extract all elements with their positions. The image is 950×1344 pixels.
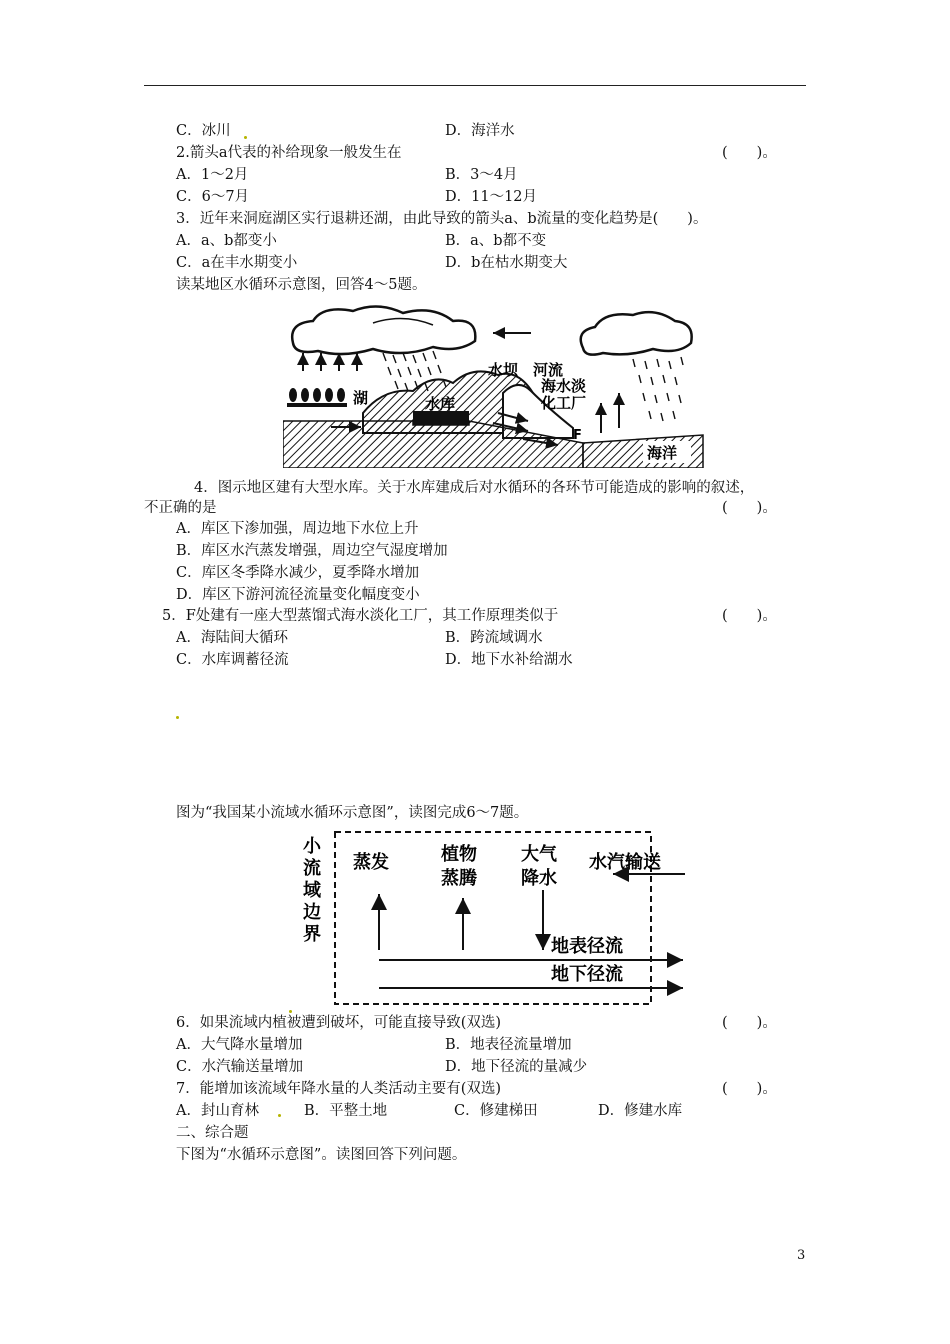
q4-option-d: D．库区下游河流径流量变化幅度变小: [176, 587, 420, 603]
stray-mark: [176, 716, 179, 719]
label-river: 河流: [533, 361, 564, 379]
label-vapor: 水汽输送: [589, 852, 661, 873]
label-lake: 湖: [353, 389, 369, 407]
label-underground-runoff: 地下径流: [551, 964, 623, 985]
q2-answer-paren: ( )。: [722, 145, 777, 161]
boundary-char-2: 流: [303, 858, 321, 879]
boundary-char-3: 域: [303, 880, 321, 901]
q1-option-d: D．海洋水: [445, 123, 515, 139]
water-cycle-diagram-1: [283, 303, 713, 468]
stray-mark: [278, 1114, 281, 1117]
q7-option-a: A．封山育林: [176, 1103, 259, 1119]
boundary-char-4: 边: [303, 902, 321, 923]
label-evaporation: 蒸发: [353, 852, 389, 873]
q2-stem: 2.箭头a代表的补给现象一般发生在: [176, 145, 402, 161]
boundary-char-5: 界: [303, 924, 321, 945]
q4-option-b: B．库区水汽蒸发增强，周边空气湿度增加: [176, 543, 448, 559]
q3-option-a: A．a、b都变小: [176, 233, 277, 249]
q7-stem: 7．能增加该流域年降水量的人类活动主要有(双选): [176, 1081, 502, 1097]
q6-option-c: C．水汽输送量增加: [176, 1059, 304, 1075]
page-number: 3: [797, 1248, 806, 1263]
q2-option-a: A．1～2月: [176, 167, 249, 183]
q5-stem: 5．F处建有一座大型蒸馏式海水淡化工厂，其工作原理类似于: [162, 608, 559, 624]
q7-option-b: B．平整土地: [304, 1103, 388, 1119]
q1-option-c: C．冰川: [176, 123, 231, 139]
q7-answer-paren: ( )。: [722, 1081, 777, 1097]
q3-option-b: B．a、b都不变: [445, 233, 547, 249]
q2-option-d: D．11～12月: [445, 189, 538, 205]
q4-answer-paren: ( )。: [722, 500, 777, 516]
label-plant-1: 海水淡: [541, 377, 587, 395]
q6-option-b: B．地表径流量增加: [445, 1037, 572, 1053]
q5-answer-paren: ( )。: [722, 608, 777, 624]
q4-stem-line2: 不正确的是: [144, 500, 217, 516]
q4-option-a: A．库区下渗加强，周边地下水位上升: [176, 521, 419, 537]
q3-option-c: C．a在丰水期变小: [176, 255, 298, 271]
header-rule: [144, 85, 806, 86]
q3-option-d: D．b在枯水期变大: [445, 255, 568, 271]
stray-mark: [244, 136, 247, 139]
q5-option-b: B．跨流域调水: [445, 630, 543, 646]
q6-option-d: D．地下径流的量减少: [445, 1059, 588, 1075]
label-surface-runoff: 地表径流: [551, 936, 623, 957]
label-transpiration-2: 蒸腾: [441, 868, 477, 889]
q5-option-d: D．地下水补给湖水: [445, 652, 573, 668]
q4-stem-line1: 4．图示地区建有大型水库。关于水库建成后对水循环的各环节可能造成的影响的叙述，: [194, 480, 755, 496]
intro-4-5: 读某地区水循环示意图，回答4～5题。: [176, 277, 427, 293]
q6-option-a: A．大气降水量增加: [176, 1037, 303, 1053]
label-point-f: F: [573, 428, 582, 443]
q6-stem: 6．如果流域内植被遭到破坏，可能直接导致(双选): [176, 1015, 502, 1031]
label-transpiration-1: 植物: [441, 844, 477, 865]
water-cycle-diagram-2: [295, 828, 695, 1008]
label-dam: 水坝: [488, 361, 519, 379]
label-ocean: 海洋: [647, 444, 678, 462]
q4-option-c: C．库区冬季降水减少，夏季降水增加: [176, 565, 420, 581]
label-reservoir: 水库: [425, 395, 456, 413]
intro-6-7: 图为“我国某小流域水循环示意图”，读图完成6～7题。: [176, 805, 529, 821]
q2-option-b: B．3～4月: [445, 167, 518, 183]
q2-option-c: C．6～7月: [176, 189, 250, 205]
label-plant-2: 化工厂: [541, 394, 587, 412]
boundary-char-1: 小: [303, 836, 321, 857]
section-comprehensive: 二、综合题: [176, 1125, 249, 1141]
q5-option-a: A．海陆间大循环: [176, 630, 288, 646]
q5-option-c: C．水库调蓄径流: [176, 652, 289, 668]
q7-option-d: D．修建水库: [598, 1103, 683, 1119]
label-precip-2: 降水: [521, 868, 557, 889]
q3-stem: 3．近年来洞庭湖区实行退耕还湖，由此导致的箭头a、b流量的变化趋势是( )。: [176, 211, 708, 227]
label-precip-1: 大气: [521, 844, 557, 865]
intro-last: 下图为“水循环示意图”。读图回答下列问题。: [176, 1147, 467, 1163]
q7-option-c: C．修建梯田: [454, 1103, 538, 1119]
q6-answer-paren: ( )。: [722, 1015, 777, 1031]
